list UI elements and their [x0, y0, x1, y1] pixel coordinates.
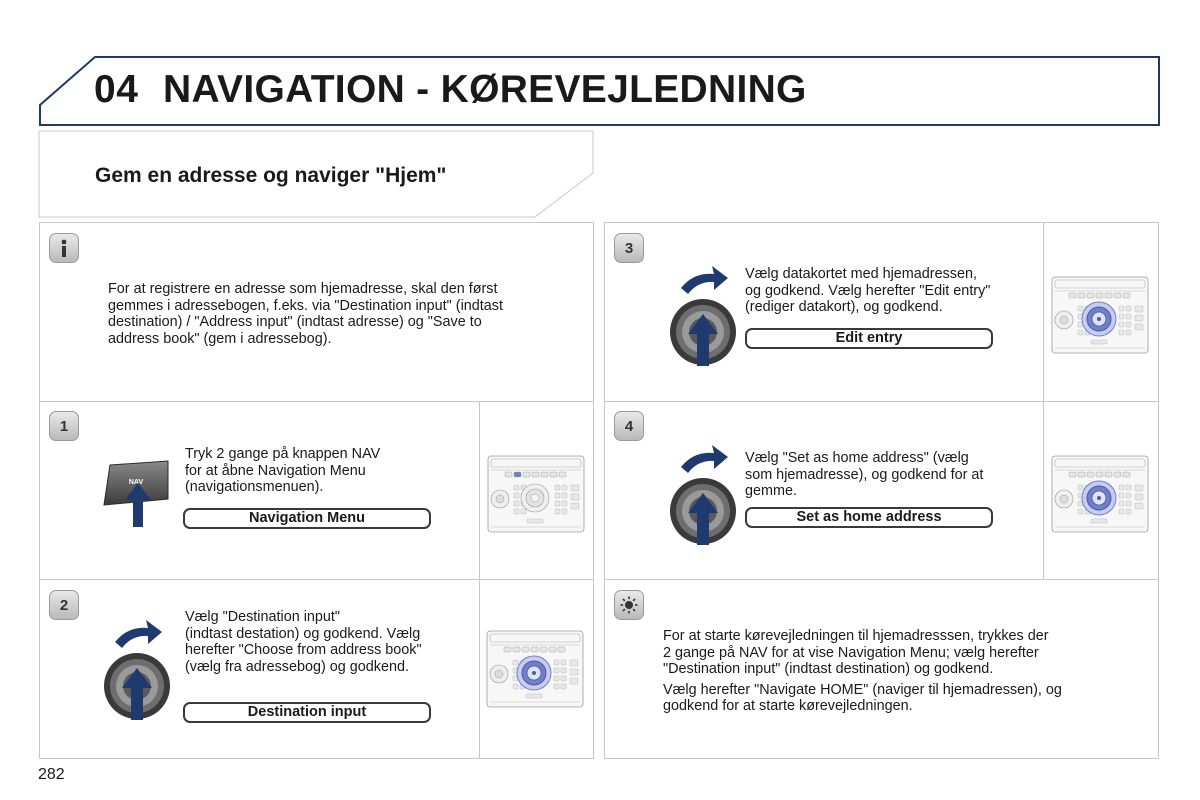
left-image-divider: [479, 401, 480, 759]
step-3-badge: 3: [614, 233, 644, 263]
console-image: [487, 455, 585, 533]
info-line: gemmes i adressebogen, f.eks. via "Destination input" (indtast: [108, 297, 503, 314]
ok-knob-icon: [666, 258, 741, 368]
step-4-line: som hjemadresse), og godkend for at: [745, 466, 984, 483]
info-text: [108, 281, 578, 347]
navigation-menu-button[interactable]: Navigation Menu: [183, 508, 431, 529]
info-icon: [49, 233, 79, 263]
tip-text: [663, 628, 1143, 715]
step-1-badge: 1: [49, 411, 79, 441]
step-2-line: Vælg "Destination input": [185, 609, 341, 625]
step-4-line: gemme.: [745, 483, 797, 499]
step-3-line: Vælg datakortet med hjemadressen,: [745, 266, 977, 282]
right-divider-1: [604, 401, 1159, 402]
step-2-badge: 2: [49, 590, 79, 620]
step-1-line: for at åbne Navigation Menu: [185, 462, 366, 479]
step-4-line: Vælg "Set as home address" (vælg: [745, 450, 969, 466]
ok-knob-icon: [100, 612, 175, 722]
chapter-number: 04: [94, 68, 139, 111]
console-image: [1051, 455, 1149, 533]
step-2-line: herefter "Choose from address book": [185, 642, 422, 658]
step-1-line: Tryk 2 gange på knappen NAV: [185, 446, 381, 462]
ok-knob-icon: [666, 437, 741, 547]
right-divider-2: [604, 579, 1159, 580]
tip-line: 2 gange på NAV for at vise Navigation Menu; vælg herefter: [663, 644, 1039, 661]
step-1-text: [185, 446, 475, 496]
console-image: [486, 630, 584, 708]
set-as-home-address-button[interactable]: Set as home address: [745, 507, 993, 528]
step-2-line: (indtast destation) og godkend. Vælg: [185, 625, 421, 642]
info-line: For at registrere en adresse som hjemadresse, skal den først: [108, 281, 498, 297]
section-title: Gem en adresse og naviger "Hjem": [95, 164, 447, 187]
step-2-text: [185, 609, 475, 675]
nav-key-label: NAV: [128, 479, 144, 486]
left-divider-2: [39, 579, 594, 580]
chapter-title: NAVIGATION - KØREVEJLEDNING: [163, 68, 807, 111]
info-line: destination) / "Address input" (indtast adresse) og "Save to: [108, 314, 482, 330]
tip-line: Vælg herefter "Navigate HOME" (naviger til hjemadressen), og: [663, 681, 1062, 698]
page-number: 282: [38, 766, 65, 783]
step-3-line: (rediger datakort), og godkend.: [745, 299, 943, 315]
tip-line: godkend for at starte kørevejledningen.: [663, 698, 913, 714]
step-2-line: (vælg fra adressebog) og godkend.: [185, 658, 409, 675]
step-3-line: og godkend. Vælg herefter "Edit entry": [745, 282, 991, 299]
tip-line: "Destination input" (indtast destination) og godkend.: [663, 661, 994, 677]
console-image: [1051, 276, 1149, 354]
tip-line: For at starte kørevejledningen til hjemadresssen, trykkes der: [663, 628, 1049, 644]
edit-entry-button[interactable]: Edit entry: [745, 328, 993, 349]
left-divider-1: [39, 401, 594, 402]
step-4-text: [745, 450, 1045, 500]
destination-input-button[interactable]: Destination input: [183, 702, 431, 723]
step-3-text: [745, 266, 1045, 316]
step-1-line: (navigationsmenuen).: [185, 479, 324, 495]
lightbulb-icon: [614, 590, 644, 620]
step-4-badge: 4: [614, 411, 644, 441]
info-line: address book" (gem i adressebog).: [108, 330, 332, 347]
nav-key-icon: [100, 455, 175, 530]
